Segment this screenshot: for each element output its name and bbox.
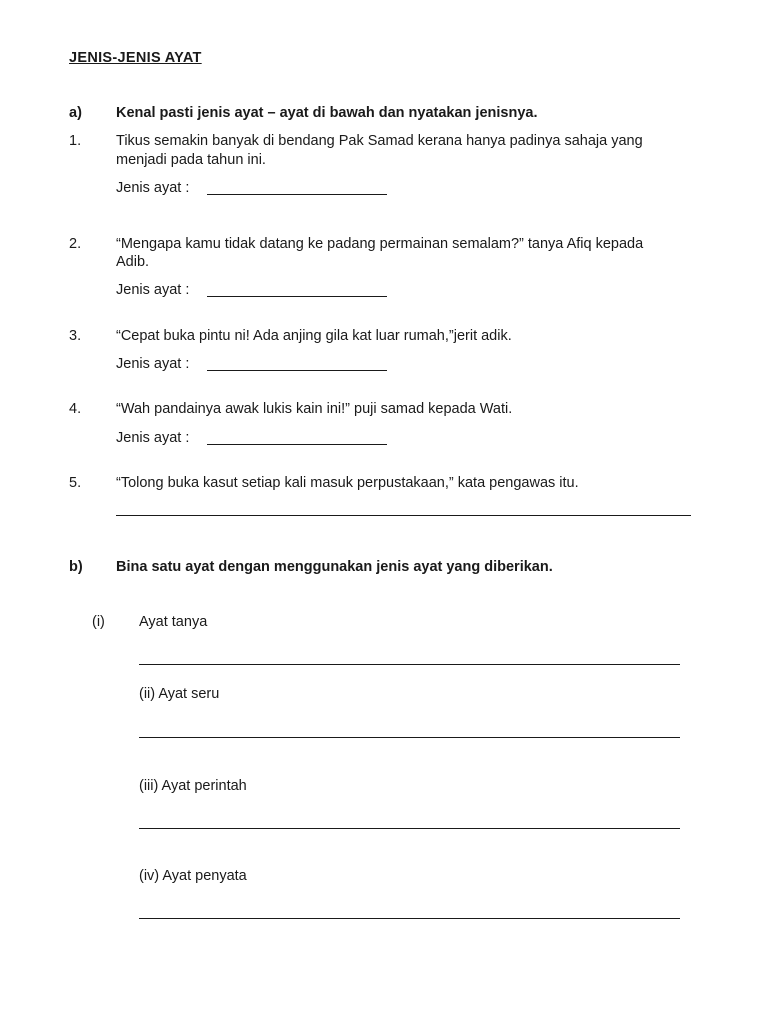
item-2-text-line1: “Mengapa kamu tidak datang ke padang permainan semalam?” tanya Afiq kepada — [116, 236, 644, 252]
item-3-number: 3. — [69, 328, 82, 344]
b-item-3-label: (iii) Ayat perintah — [139, 778, 247, 794]
item-2-text-line2: Adib. — [116, 254, 150, 270]
item-1-text-line2: menjadi pada tahun ini. — [116, 152, 266, 168]
section-a-instruction: Kenal pasti jenis ayat – ayat di bawah dan nyatakan jenisnya. — [116, 105, 538, 121]
item-4-number: 4. — [69, 401, 82, 417]
worksheet-title: JENIS-JENIS AYAT — [69, 50, 202, 66]
item-1-answer-line[interactable] — [207, 194, 387, 195]
section-a-label: a) — [69, 105, 82, 121]
b-item-4-label: (iv) Ayat penyata — [139, 868, 247, 884]
item-4-answer-label: Jenis ayat : — [116, 430, 190, 446]
item-5-text-line1: “Tolong buka kasut setiap kali masuk perpustakaan,” kata pengawas itu. — [116, 475, 579, 491]
item-5-answer-line[interactable] — [116, 515, 691, 516]
b-item-2-answer-line[interactable] — [139, 737, 680, 738]
b-item-1-number: (i) — [92, 614, 105, 630]
b-item-2-label: (ii) Ayat seru — [139, 686, 220, 702]
b-item-3-answer-line[interactable] — [139, 828, 680, 829]
item-1-answer-label: Jenis ayat : — [116, 180, 190, 196]
item-2-answer-label: Jenis ayat : — [116, 282, 190, 298]
item-2-number: 2. — [69, 236, 82, 252]
item-2-answer-line[interactable] — [207, 296, 387, 297]
item-5-number: 5. — [69, 475, 82, 491]
item-4-answer-line[interactable] — [207, 444, 387, 445]
item-1-text-line1: Tikus semakin banyak di bendang Pak Samad kerana hanya padinya sahaja yang — [116, 133, 643, 149]
b-item-4-answer-line[interactable] — [139, 918, 680, 919]
b-item-1-answer-line[interactable] — [139, 664, 680, 665]
b-item-1-label: Ayat tanya — [139, 614, 208, 630]
section-b-label: b) — [69, 559, 83, 575]
item-4-text-line1: “Wah pandainya awak lukis kain ini!” puji samad kepada Wati. — [116, 401, 513, 417]
item-3-answer-label: Jenis ayat : — [116, 356, 190, 372]
section-b-instruction: Bina satu ayat dengan menggunakan jenis ayat yang diberikan. — [116, 559, 553, 575]
item-3-answer-line[interactable] — [207, 370, 387, 371]
item-1-number: 1. — [69, 133, 82, 149]
item-3-text-line1: “Cepat buka pintu ni! Ada anjing gila kat luar rumah,”jerit adik. — [116, 328, 512, 344]
